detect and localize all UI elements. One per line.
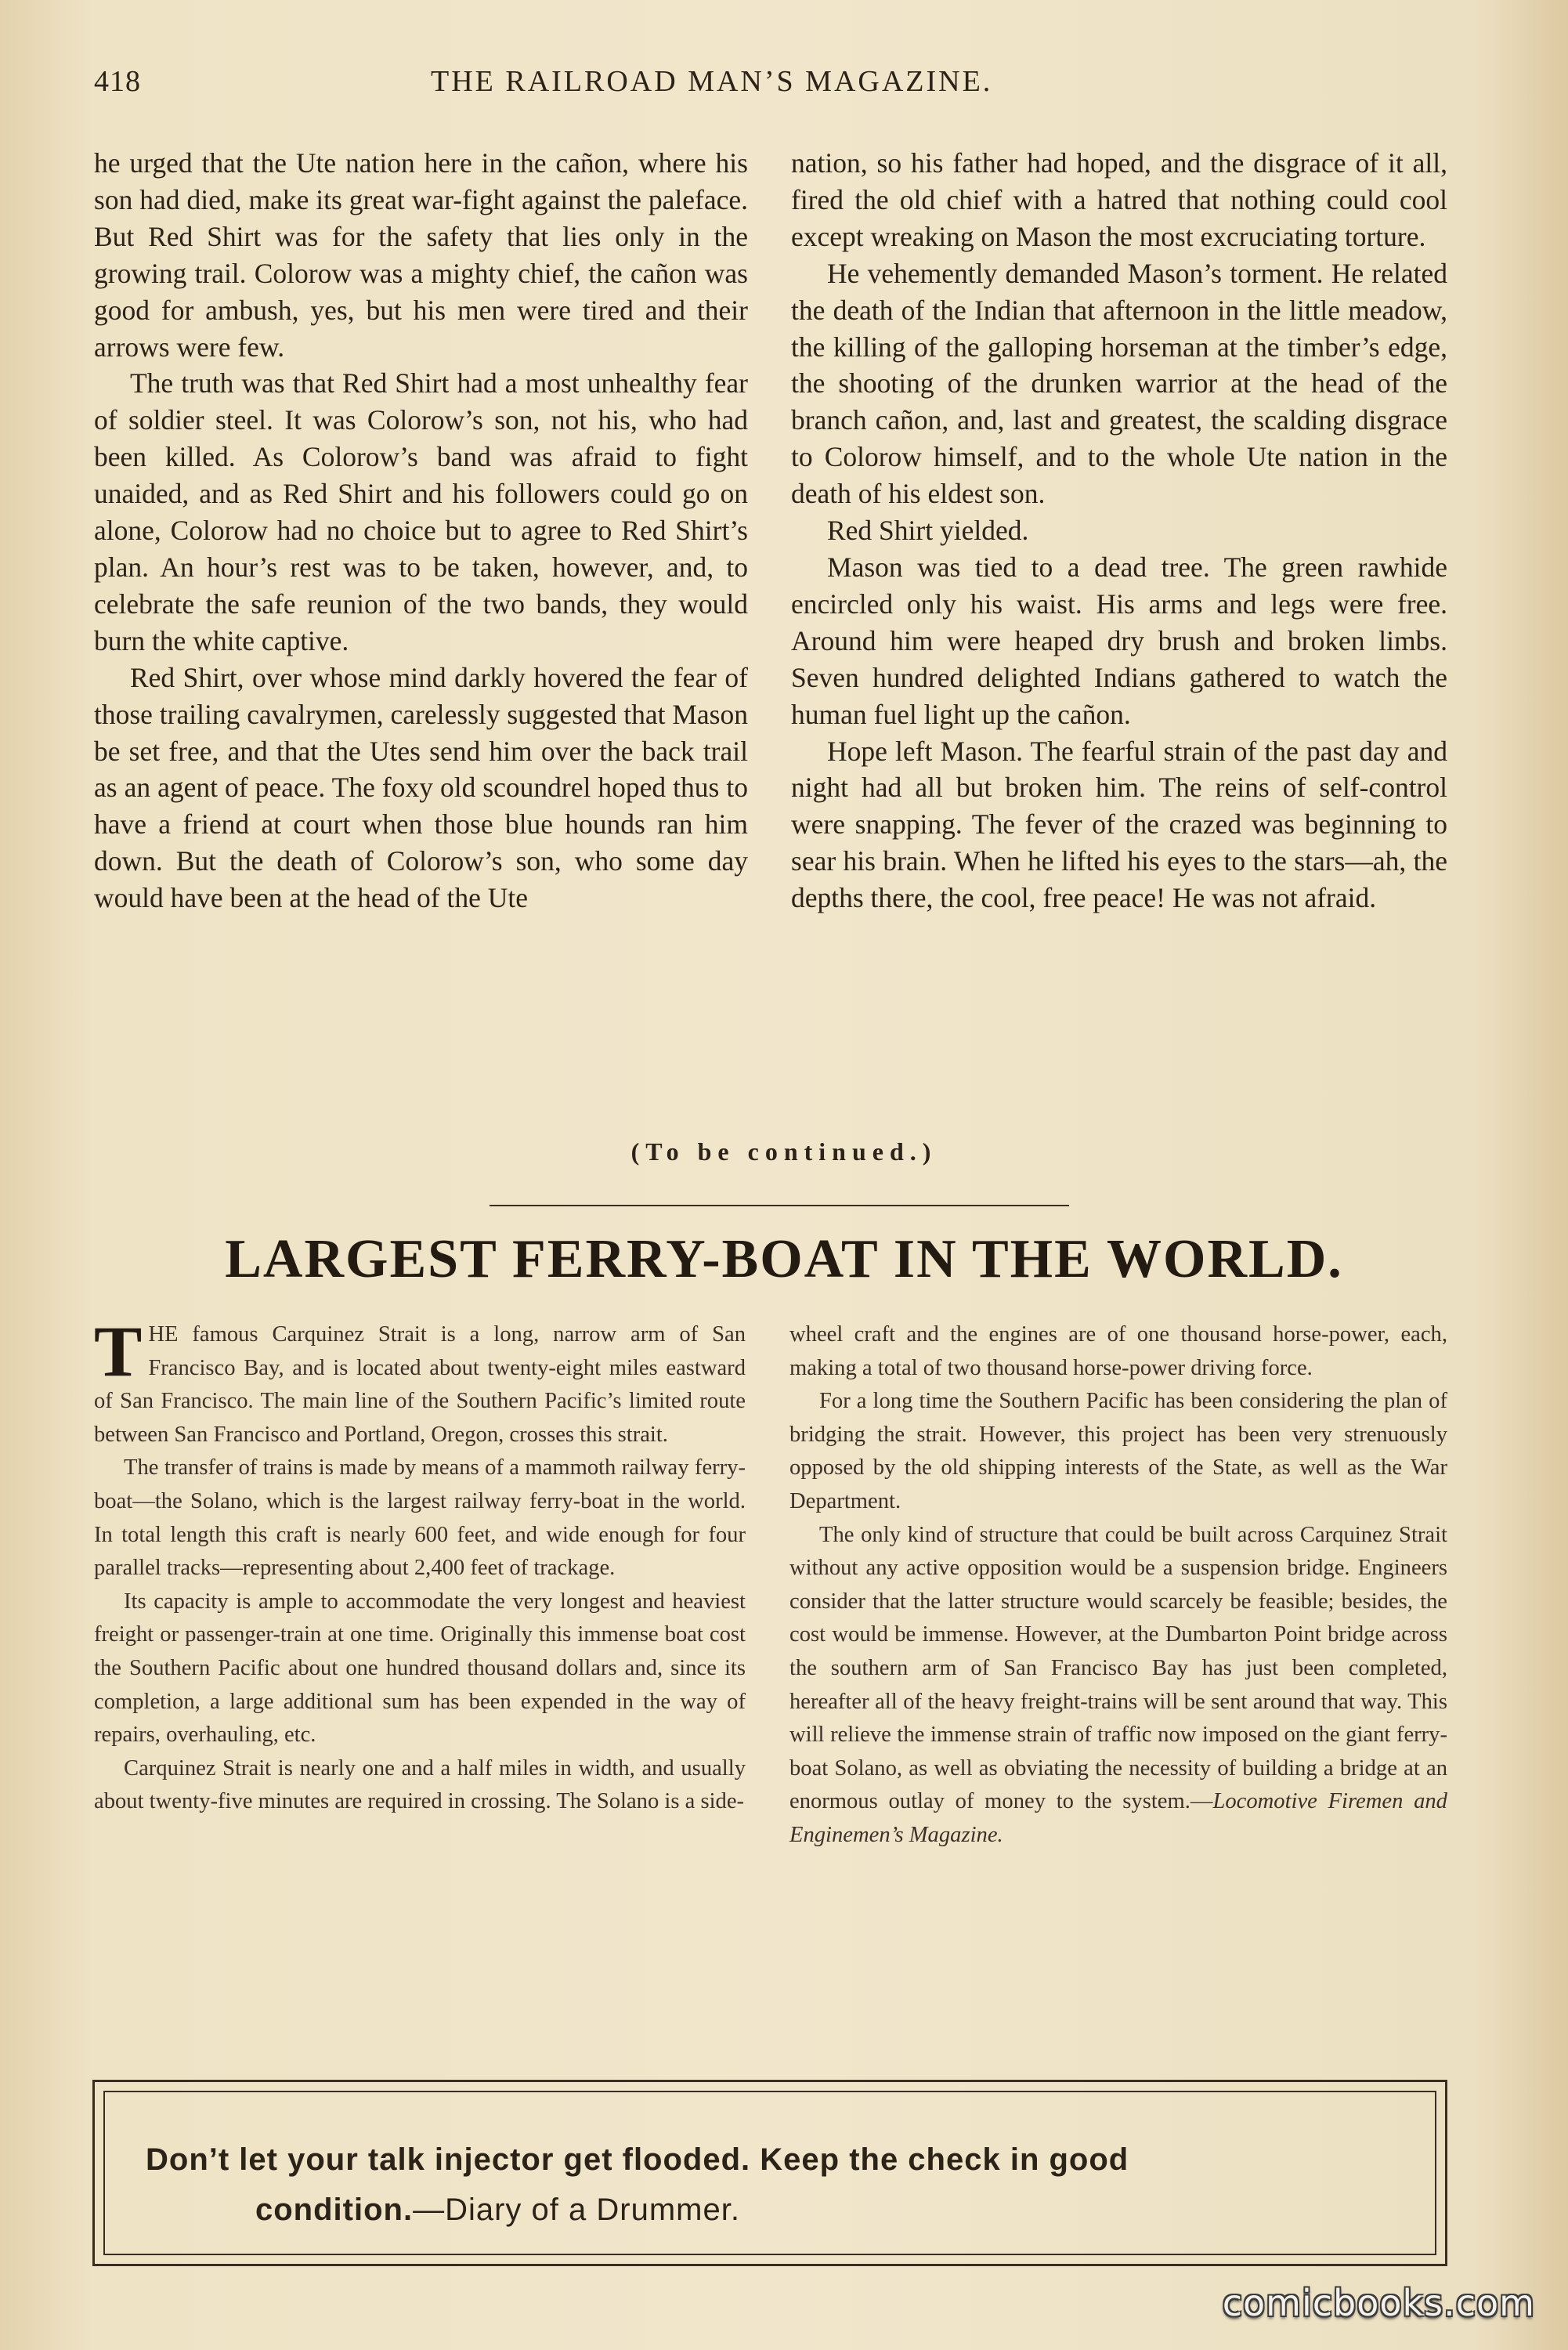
story-paragraph: Red Shirt yielded.	[827, 515, 1029, 547]
article-paragraph-text: The only kind of structure that could be built across Carquinez Strait without any active opposition would be a suspension bridge. Engineers consider that the latter structure would scarcely be feasible; besides, the cost would be immense. However, at the Dumbarton Point bridge across the southern arm of San Francisco Bay has just been completed, hereafter all of the heavy freight-trains will be sent around that way. This will relieve the immense strain of traffic now imposed on the giant ferry-boat Solano, as well as obviating the necessity of building a bridge at an enormous outlay of money to the system.—	[789, 1522, 1447, 1814]
article-paragraph	[94, 1311, 746, 1452]
story-paragraph: He vehemently demanded Mason’s torment. He related the death of the Indian that afternoon in the little meadow, the killing of the galloping horseman at the timber’s edge, the shooting of the drunken warrior at the head of the branch cañon, and, last and greatest, the scalding disgrace to Colorow himself, and to the whole Ute nation in the death of his eldest son.	[791, 257, 1447, 510]
filler-line-1: Don’t let your talk injector get flooded. Keep the check in good	[146, 2142, 1129, 2177]
to-be-continued: (To be continued.)	[630, 1137, 938, 1166]
article-right-column	[789, 1318, 1447, 1853]
article-paragraph: Its capacity is ample to accommodate the very longest and heaviest freight or passenger-train at one time. Originally this immense boat cost the Southern Pacific about one hundred thousand dollars and, since its completion, a large additional sum has been expended in the way of repairs, overhauling, etc.	[94, 1589, 746, 1748]
story-paragraph: Mason was tied to a dead tree. The green rawhide encircled only his waist. His arms and legs were free. Around him were heaped dry brush and broken limbs. Seven hundred delighted Indians gathered to watch the human fuel light up the cañon.	[791, 551, 1447, 730]
filler-quote	[146, 2135, 1399, 2235]
filler-attribution: —Diary of a Drummer.	[413, 2193, 740, 2227]
story-paragraph: Hope left Mason. The fearful strain of the past day and night had all but broken him. The reins of self-control were snapping. The fever of the crazed was beginning to sear his brain. When he lifted his eyes to the stars—ah, the depths there, the cool, free peace! He was not afraid.	[791, 735, 1447, 914]
article-paragraph: For a long time the Southern Pacific has been considering the plan of bridging the strait. However, this project has been very strenuously opposed by the old shipping interests of the State, as well as the War Department.	[789, 1389, 1447, 1513]
story-paragraph: nation, so his father had hoped, and the disgrace of it all, fired the old chief with a hatred that nothing could cool except wreaking on Mason the most excruciating torture.	[791, 147, 1447, 252]
article-paragraph-text: HE famous Carquinez Strait is a long, narrow arm of San Francisco Bay, and is located about twenty-eight miles eastward of San Francisco. The main line of the Southern Pacific’s limited route between San Francisco and Portland, Oregon, crosses this strait.	[94, 1322, 746, 1447]
article-source: Locomotive Firemen and Enginemen’s Magazine.	[789, 1789, 1447, 1847]
page-header	[94, 64, 1472, 111]
filler-line-2	[146, 2185, 1399, 2235]
story-left-column	[94, 145, 748, 916]
story-paragraph: The truth was that Red Shirt had a most unhealthy fear of soldier steel. It was Colorow’s son, not his, who had been killed. As Colorow’s band was afraid to fight unaided, and as Red Shirt and his followers could go on alone, Colorow had no choice but to agree to Red Shirt’s plan. An hour’s rest was to be taken, however, and, to celebrate the safe reunion of the two bands, they would burn the white captive.	[94, 367, 748, 656]
filler-line-2-main: condition.	[255, 2193, 414, 2227]
article-paragraph: The transfer of trains is made by means of a mammoth railway ferry-boat—the Solano, which is the largest railway ferry-boat in the world. In total length this craft is nearly 600 feet, and wide enough for four parallel tracks—representing about 2,400 feet of trackage.	[94, 1455, 746, 1581]
article-left-column	[94, 1311, 746, 1819]
article-title: LARGEST FERRY-BOAT IN THE WORLD.	[225, 1229, 1343, 1289]
story-paragraph: Red Shirt, over whose mind darkly hovered the fear of those trailing cavalrymen, carelessly suggested that Mason be set free, and that the Utes send him over the back trail as an agent of peace. The foxy old scoundrel hoped thus to have a friend at court when those blue hounds ran him down. But the death of Colorow’s son, who some day would have been at the head of the Ute	[94, 661, 748, 914]
story-right-column	[791, 145, 1447, 916]
running-title: THE RAILROAD MAN’S MAGAZINE.	[431, 65, 993, 98]
story-paragraph: he urged that the Ute nation here in the cañon, where his son had died, make its great war-fight against the paleface. But Red Shirt was for the safety that lies only in the growing trail. Colorow was a mighty chief, the cañon was good for ambush, yes, but his men were tired and their arrows were few.	[94, 147, 748, 363]
page-number: 418	[94, 65, 141, 98]
article-paragraph	[789, 1519, 1447, 1853]
drop-cap: T	[94, 1311, 143, 1391]
watermark: comicbooks.com	[1222, 2282, 1535, 2324]
article-paragraph: Carquinez Strait is nearly one and a half miles in width, and usually about twenty-five minutes are required in crossing. The Solano is a side-	[94, 1755, 746, 1814]
article-paragraph: wheel craft and the engines are of one thousand horse-power, each, making a total of two thousand horse-power driving force.	[789, 1322, 1447, 1380]
section-divider	[490, 1205, 1069, 1206]
